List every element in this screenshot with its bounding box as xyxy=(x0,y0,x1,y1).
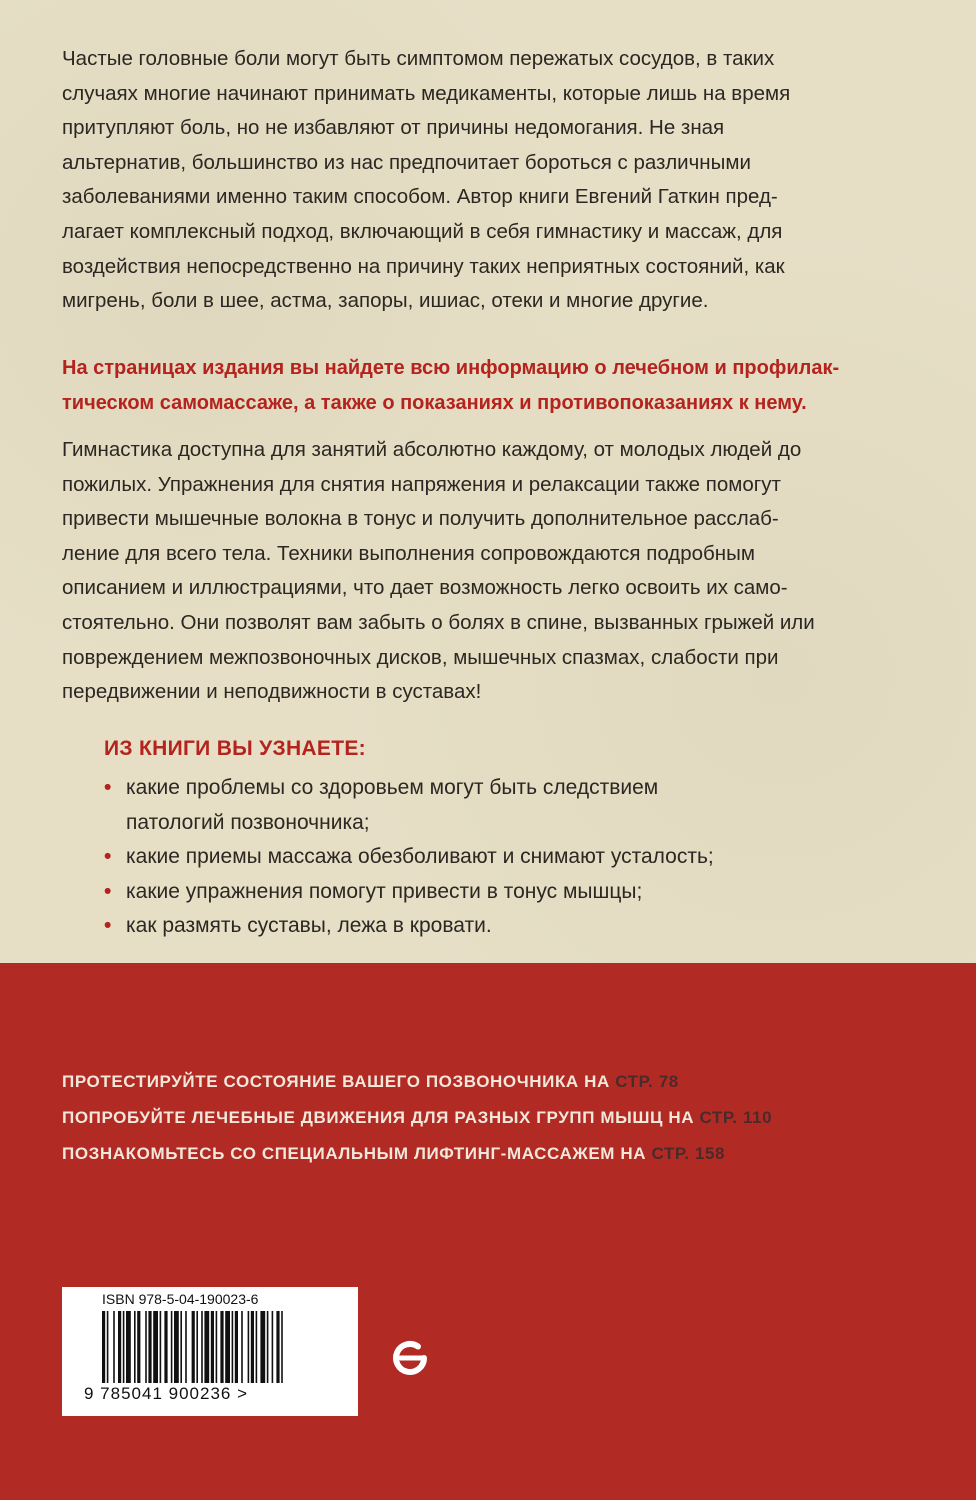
text-line: описанием и иллюстрациями, что дает возможность легко освоить их само- xyxy=(62,576,788,600)
text-line: повреждением межпозвоночных дисков, мышечных спазмах, слабости при xyxy=(62,645,779,669)
promo-item xyxy=(62,1064,772,1100)
list-item-text: какие проблемы со здоровьем могут быть следствием xyxy=(126,776,659,799)
barcode-panel xyxy=(62,1287,358,1416)
text-line: привести мышечные волокна в тонус и получить дополнительное расслаб- xyxy=(62,507,779,531)
list-item-text: патологий позвоночника; xyxy=(126,810,370,834)
text-line: лагает комплексный подход, включающий в себя гимнастику и массаж, для xyxy=(62,219,783,243)
text-line: Частые головные боли могут быть симптомом пережатых сосудов, в таких xyxy=(62,47,775,70)
promo-item xyxy=(62,1100,772,1136)
barcode-icon xyxy=(102,1311,332,1383)
promo-item xyxy=(62,1136,772,1172)
page-reference: СТР. 158 xyxy=(651,1144,726,1163)
page-reference: СТР. 110 xyxy=(699,1108,773,1127)
bullet-icon: • xyxy=(104,776,112,799)
promo-list xyxy=(62,1064,772,1172)
barcode-number: 9 785041 900236 > xyxy=(84,1384,249,1403)
description-paragraph-2 xyxy=(62,433,922,710)
text-line: альтернатив, большинство из нас предпочитает бороться с различными xyxy=(62,150,751,174)
text-line: ление для всего тела. Техники выполнения сопровождаются подробным xyxy=(62,541,755,565)
text-line: случаях многие начинают принимать медикаменты, которые лишь на время xyxy=(62,81,791,105)
highlight-paragraph xyxy=(62,351,942,421)
promo-text: ПОПРОБУЙТЕ ЛЕЧЕБНЫЕ ДВИЖЕНИЯ ДЛЯ РАЗНЫХ ГРУПП МЫШЦ НА xyxy=(62,1108,700,1127)
description-paragraph-1 xyxy=(62,42,922,319)
text-line: мигрень, боли в шее, астма, запоры, ишиас, отеки и многие другие. xyxy=(62,289,709,313)
text-line: Гимнастика доступна для занятий абсолютно каждому, от молодых людей до xyxy=(62,438,802,461)
list-item xyxy=(0,909,976,944)
isbn-text: ISBN 978-5-04-190023-6 xyxy=(102,1291,259,1307)
bullet-icon: • xyxy=(104,845,112,868)
list-item-text: как размять суставы, лежа в кровати. xyxy=(126,914,492,937)
promo-text: ПРОТЕСТИРУЙТЕ СОСТОЯНИЕ ВАШЕГО ПОЗВОНОЧНИКА НА xyxy=(62,1072,616,1091)
learn-list xyxy=(0,771,976,944)
bullet-icon: • xyxy=(104,914,112,937)
text-line: заболеваниями именно таким способом. Автор книги Евгений Гаткин пред- xyxy=(62,185,778,209)
text-line: передвижении и неподвижности в суставах! xyxy=(62,680,482,704)
text-line: пожилых. Упражнения для снятия напряжения и релаксации также помогут xyxy=(62,472,781,496)
list-item-text: какие приемы массажа обезболивают и снимают усталость; xyxy=(126,845,714,868)
page-reference: СТР. 78 xyxy=(615,1072,679,1091)
list-item xyxy=(0,771,976,840)
bullet-icon: • xyxy=(104,879,112,903)
list-item xyxy=(0,875,976,910)
cover-bottom-panel xyxy=(0,963,976,1500)
promo-text: ПОЗНАКОМЬТЕСЬ СО СПЕЦИАЛЬНЫМ ЛИФТИНГ-МАССАЖЕМ НА xyxy=(62,1144,652,1163)
text-line: стоятельно. Они позволят вам забыть о болях в спине, вызванных грыжей или xyxy=(62,610,815,634)
text-line: воздействия непосредственно на причину таких неприятных состояний, как xyxy=(62,254,785,278)
list-item xyxy=(0,840,976,875)
highlight-line: тическом самомассаже, а также о показаниях и противопоказаниях к нему. xyxy=(62,392,807,414)
list-item-text: какие упражнения помогут привести в тонус мышцы; xyxy=(126,879,643,903)
text-line: притупляют боль, но не избавляют от причины недомогания. Не зная xyxy=(62,116,725,140)
learn-heading: ИЗ КНИГИ ВЫ УЗНАЕТЕ: xyxy=(104,737,366,760)
eksmo-logo-icon xyxy=(388,1336,432,1380)
highlight-line: На страницах издания вы найдете всю информацию о лечебном и профилак- xyxy=(62,357,840,379)
